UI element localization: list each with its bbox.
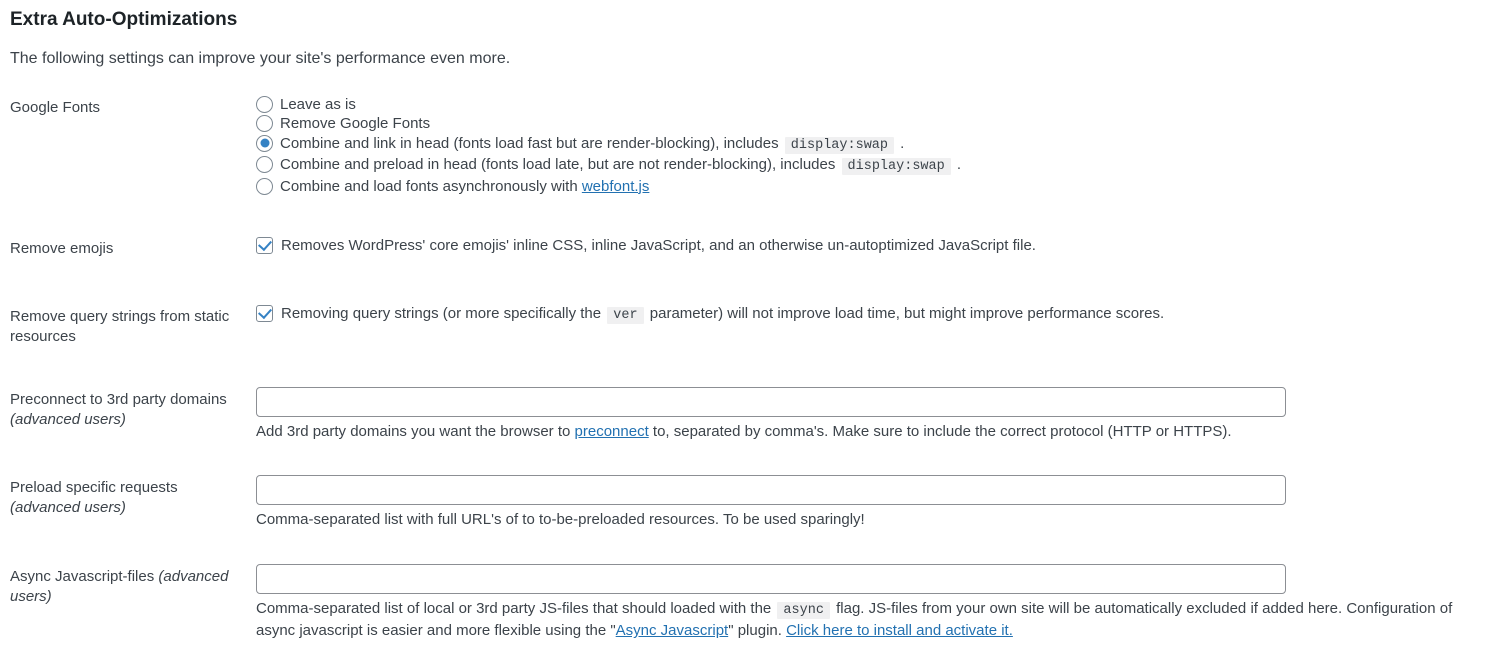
query-strings-checkbox[interactable]: [256, 305, 273, 322]
remove-emojis-checkbox[interactable]: [256, 237, 273, 254]
radio-input-combine-async-webfontjs[interactable]: [256, 178, 273, 195]
advanced-users-note: (advanced users): [10, 411, 126, 429]
webfontjs-link[interactable]: webfont.js: [581, 177, 650, 195]
radio-option-leave-as-is[interactable]: [256, 95, 1490, 115]
radio-input-remove-google-fonts[interactable]: [256, 115, 273, 132]
row-async-js: [10, 564, 1490, 641]
query-strings-description: Removing query strings (or more specifically the ver parameter) will not improve load time, but might improve performance scores.: [281, 305, 1165, 324]
preload-label: Preload specific requests (advanced users): [10, 479, 178, 517]
radio-option-combine-link-head[interactable]: [256, 134, 1490, 156]
radio-option-remove-google-fonts[interactable]: [256, 114, 1490, 134]
google-fonts-options: [256, 95, 1490, 197]
row-query-strings: [10, 304, 1490, 347]
radio-option-combine-preload-head[interactable]: [256, 155, 1490, 177]
radio-option-text: Combine and link in head (fonts load fast but are render-blocking), includes display:swap .: [280, 134, 905, 153]
query-strings-label: Remove query strings from static resources: [10, 308, 230, 346]
advanced-users-note: (advanced users): [10, 568, 229, 606]
preconnect-help: Add 3rd party domains you want the browser to preconnect to, separated by comma's. Make sure to include the correct protocol (HTTP or HTTPS).: [256, 423, 1232, 441]
radio-option-text: Remove Google Fonts: [280, 115, 431, 133]
radio-option-text: Combine and load fonts asynchronously with webfont.js: [280, 177, 650, 195]
row-google-fonts: [10, 95, 1490, 197]
settings-form: [10, 95, 1490, 642]
radio-option-combine-async-webfontjs[interactable]: [256, 177, 1490, 197]
row-remove-emojis: [10, 236, 1490, 259]
remove-emojis-description: Removes WordPress' core emojis' inline CSS, inline JavaScript, and an otherwise un-autoptimized JavaScript file.: [281, 237, 1036, 255]
radio-option-text: Leave as is: [280, 95, 356, 113]
async-js-label: Async Javascript-files (advanced users): [10, 568, 229, 606]
async-js-input[interactable]: [256, 564, 1286, 594]
preload-help: Comma-separated list with full URL's of to to-be-preloaded resources. To be used sparingly!: [256, 511, 865, 529]
radio-input-leave-as-is[interactable]: [256, 96, 273, 113]
remove-emojis-label: Remove emojis: [10, 240, 114, 258]
ver-code-chip: ver: [607, 307, 643, 324]
async-javascript-plugin-link[interactable]: Async Javascript: [615, 622, 729, 640]
display-swap-code-chip: display:swap: [842, 158, 951, 175]
page-subtitle: The following settings can improve your site's performance even more.: [10, 49, 511, 67]
radio-input-combine-preload-head[interactable]: [256, 156, 273, 173]
advanced-users-note: (advanced users): [10, 499, 126, 517]
row-preload: [10, 475, 1490, 530]
row-preconnect: [10, 387, 1490, 442]
page-title: Extra Auto-Optimizations: [10, 9, 238, 30]
remove-emojis-option[interactable]: [256, 236, 1490, 256]
preconnect-label: Preconnect to 3rd party domains (advanced users): [10, 391, 227, 429]
install-activate-link[interactable]: Click here to install and activate it.: [786, 622, 1013, 640]
async-code-chip: async: [777, 602, 830, 619]
query-strings-option[interactable]: [256, 304, 1490, 326]
async-js-help: Comma-separated list of local or 3rd party JS-files that should loaded with the async flag. JS-files from your own site will be automatically excluded if added here. Configuration of async javascript is easier and more flexible using the "Async Javascript" plugin. Click here to install and activate it.: [256, 600, 1453, 640]
preload-input[interactable]: [256, 475, 1286, 505]
google-fonts-label: Google Fonts: [10, 98, 101, 116]
display-swap-code-chip: display:swap: [785, 137, 894, 154]
preconnect-input[interactable]: [256, 387, 1286, 417]
radio-input-combine-link-head[interactable]: [256, 135, 273, 152]
radio-option-text: Combine and preload in head (fonts load late, but are not render-blocking), includes display:swap .: [280, 156, 962, 175]
preconnect-link[interactable]: preconnect: [574, 423, 649, 441]
